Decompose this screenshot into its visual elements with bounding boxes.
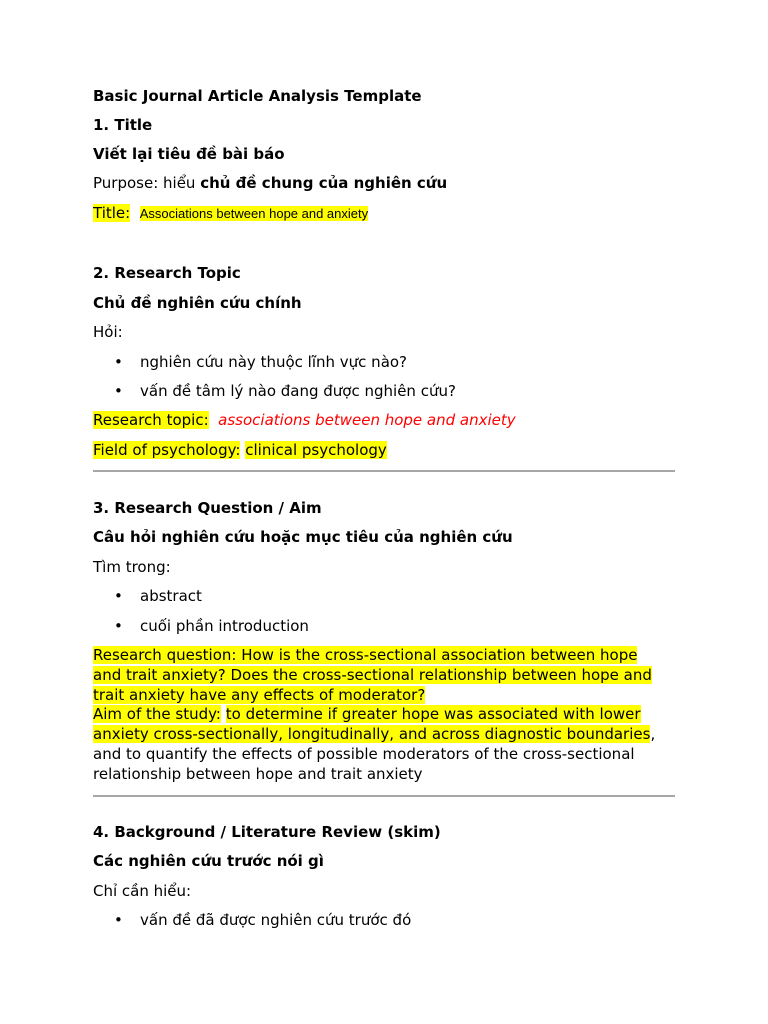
- section-2-subheading: Chủ đề nghiên cứu chính: [93, 294, 302, 312]
- section-1-subheading: Viết lại tiêu đề bài báo: [93, 145, 285, 163]
- document-title: Basic Journal Article Analysis Template: [93, 87, 422, 105]
- aim-comma: ,: [650, 725, 656, 743]
- field-label: Field of psychology:: [93, 441, 241, 459]
- section-2-ask-label: Hỏi:: [93, 323, 123, 341]
- bullet-dot-icon: •: [114, 382, 123, 400]
- aim-text-1: to determine if greater hope was associated with lower: [225, 705, 641, 723]
- research-question-text-2: and trait anxiety? Does the cross-sectional relationship between hope and: [93, 666, 652, 684]
- bullet-dot-icon: •: [114, 911, 123, 929]
- purpose-bold: chủ đề chung của nghiên cứu: [200, 174, 448, 192]
- bullet-dot-icon: •: [114, 353, 123, 371]
- list-item: abstract: [140, 587, 202, 605]
- list-item: nghiên cứu này thuộc lĩnh vực nào?: [140, 353, 408, 371]
- research-question-text-3: trait anxiety have any effects of moderator?: [93, 686, 426, 704]
- aim-text-2: anxiety cross-sectionally, longitudinally, and across diagnostic boundaries: [93, 725, 651, 743]
- research-topic-label: Research topic:: [93, 411, 209, 429]
- research-question-line: [93, 665, 652, 685]
- field-of-psychology-row: [93, 440, 387, 460]
- section-4-understand-label: Chỉ cần hiểu:: [93, 882, 192, 900]
- section-3-heading: 3. Research Question / Aim: [93, 499, 322, 517]
- purpose-prefix: Purpose: hiểu: [93, 174, 201, 192]
- list-item: vấn đề tâm lý nào đang được nghiên cứu?: [140, 382, 456, 400]
- section-1-heading: 1. Title: [93, 116, 153, 134]
- section-divider: [93, 795, 675, 797]
- bullet-dot-icon: •: [114, 617, 123, 635]
- title-value: Associations between hope and anxiety: [139, 206, 369, 221]
- bullet-dot-icon: •: [114, 587, 123, 605]
- section-2-heading: 2. Research Topic: [93, 264, 241, 282]
- section-3-subheading: Câu hỏi nghiên cứu hoặc mục tiêu của nghiên cứu: [93, 528, 513, 546]
- section-4-heading: 4. Background / Literature Review (skim): [93, 823, 441, 841]
- research-question-line: [93, 685, 425, 705]
- section-1-purpose: [93, 173, 447, 193]
- list-item: cuối phần introduction: [140, 617, 309, 635]
- section-3-find-label: Tìm trong:: [93, 558, 171, 576]
- aim-line: relationship between hope and trait anxiety: [93, 765, 423, 783]
- section-1-title-row: [93, 203, 368, 224]
- aim-label: Aim of the study:: [93, 705, 221, 723]
- aim-line: and to quantify the effects of possible moderators of the cross-sectional: [93, 745, 635, 763]
- title-label: Title:: [93, 204, 131, 222]
- research-topic-value: associations between hope and anxiety: [218, 411, 516, 429]
- section-4-subheading: Các nghiên cứu trước nói gì: [93, 852, 324, 870]
- field-value: clinical psychology: [245, 441, 387, 459]
- section-divider: [93, 470, 675, 472]
- aim-line: [93, 704, 641, 724]
- research-question-text-1: Research question: How is the cross-sectional association between hope: [93, 646, 638, 664]
- research-topic-row: [93, 410, 516, 430]
- research-question-line: [93, 645, 637, 665]
- aim-line: [93, 724, 655, 744]
- list-item: vấn đề đã được nghiên cứu trước đó: [140, 911, 412, 929]
